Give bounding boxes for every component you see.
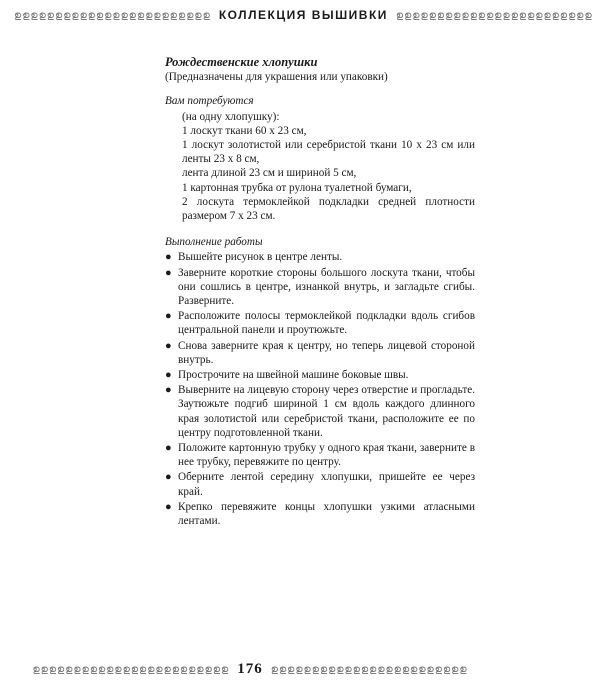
bullet-icon: ●: [165, 266, 172, 279]
instruction-step: [165, 470, 475, 498]
bullet-icon: ●: [165, 251, 172, 264]
materials-heading: Вам потребуются: [165, 95, 254, 108]
materials-line: лента длиной 23 см и шириной 5 см,: [182, 167, 357, 180]
step-text: Прострочите на швейной машине боковые швы.: [178, 369, 409, 382]
instruction-step: [165, 441, 475, 469]
materials-line: 1 лоскут ткани 60 x 23 см,: [182, 124, 307, 137]
page-header: [14, 8, 593, 22]
materials-line: 2 лоскута термоклейкой подкладки средней плотности размером 7 x 23 см.: [182, 195, 475, 223]
ornament-border-left: ഉഉഉഉഉഉഉഉഉഉഉഉഉഉഉഉഉഉഉഉഉഉഉഉ: [32, 664, 230, 675]
instruction-step: [165, 339, 475, 367]
step-text: Вышейте рисунок в центре ленты.: [178, 251, 343, 264]
materials-list: [165, 110, 475, 224]
page-footer: [14, 661, 486, 678]
step-text: Крепко перевяжите концы хлопушки узкими атласными лентами.: [178, 500, 475, 528]
step-text: Снова заверните края к центру, но теперь лицевой стороной внутрь.: [178, 339, 475, 366]
instruction-step: [165, 250, 475, 264]
step-text: Расположите полосы термоклейкой подкладки вдоль сгибов центральной панели и проутюжьте.: [178, 310, 475, 337]
materials-line: 1 картонная трубка от рулона туалетной бумаги,: [182, 181, 412, 194]
bullet-icon: ●: [165, 471, 172, 484]
step-text: Выверните на лицевую сторону через отверстие и прогладьте. Заутюжьте подгиб шириной 1 см вдоль каждого длинного края золотистой или серебристой ткани, расположите ее по центру подготовленной ткани.: [178, 384, 475, 439]
bullet-icon: ●: [165, 310, 172, 323]
ornament-border-right: ഉഉഉഉഉഉഉഉഉഉഉഉഉഉഉഉഉഉഉഉഉഉഉഉ: [270, 664, 468, 675]
bullet-icon: ●: [165, 500, 172, 513]
step-text: Оберните лентой середину хлопушки, пришейте ее через край.: [178, 471, 475, 498]
instructions-list: [165, 250, 475, 528]
page-number: 176: [237, 661, 263, 677]
article-title: Рождественские хлопушки: [165, 55, 318, 69]
bullet-icon: ●: [165, 384, 172, 397]
article: [165, 55, 475, 529]
materials-line: (на одну хлопушку):: [182, 110, 280, 123]
step-text: Заверните короткие стороны большого лоскута ткани, чтобы они сошлись в центре, изнанкой внутрь, и загладьте сгибы. Разверните.: [178, 266, 475, 308]
materials-line: 1 лоскут золотистой или серебристой ткани 10 x 23 см или ленты 23 x 8 см,: [182, 139, 475, 166]
ornament-border-left: ഉഉഉഉഉഉഉഉഉഉഉഉഉഉഉഉഉഉഉഉഉഉഉഉ: [14, 9, 211, 21]
bullet-icon: ●: [165, 339, 172, 352]
instruction-step: [165, 266, 475, 309]
step-text: Положите картонную трубку у одного края ткани, заверните в нее трубку, перевяжите по центру.: [178, 442, 475, 469]
article-subtitle: (Предназначены для украшения или упаковки): [165, 71, 388, 84]
instruction-step: [165, 500, 475, 528]
instruction-step: [165, 383, 475, 440]
ornament-border-right: ഉഉഉഉഉഉഉഉഉഉഉഉഉഉഉഉഉഉഉഉഉഉഉഉ: [395, 9, 593, 21]
header-title: КОЛЛЕКЦИЯ ВЫШИВКИ: [218, 8, 388, 22]
instructions-heading: Выполнение работы: [165, 236, 263, 249]
bullet-icon: ●: [165, 369, 172, 382]
bullet-icon: ●: [165, 442, 172, 455]
instruction-step: [165, 368, 475, 382]
instruction-step: [165, 309, 475, 337]
